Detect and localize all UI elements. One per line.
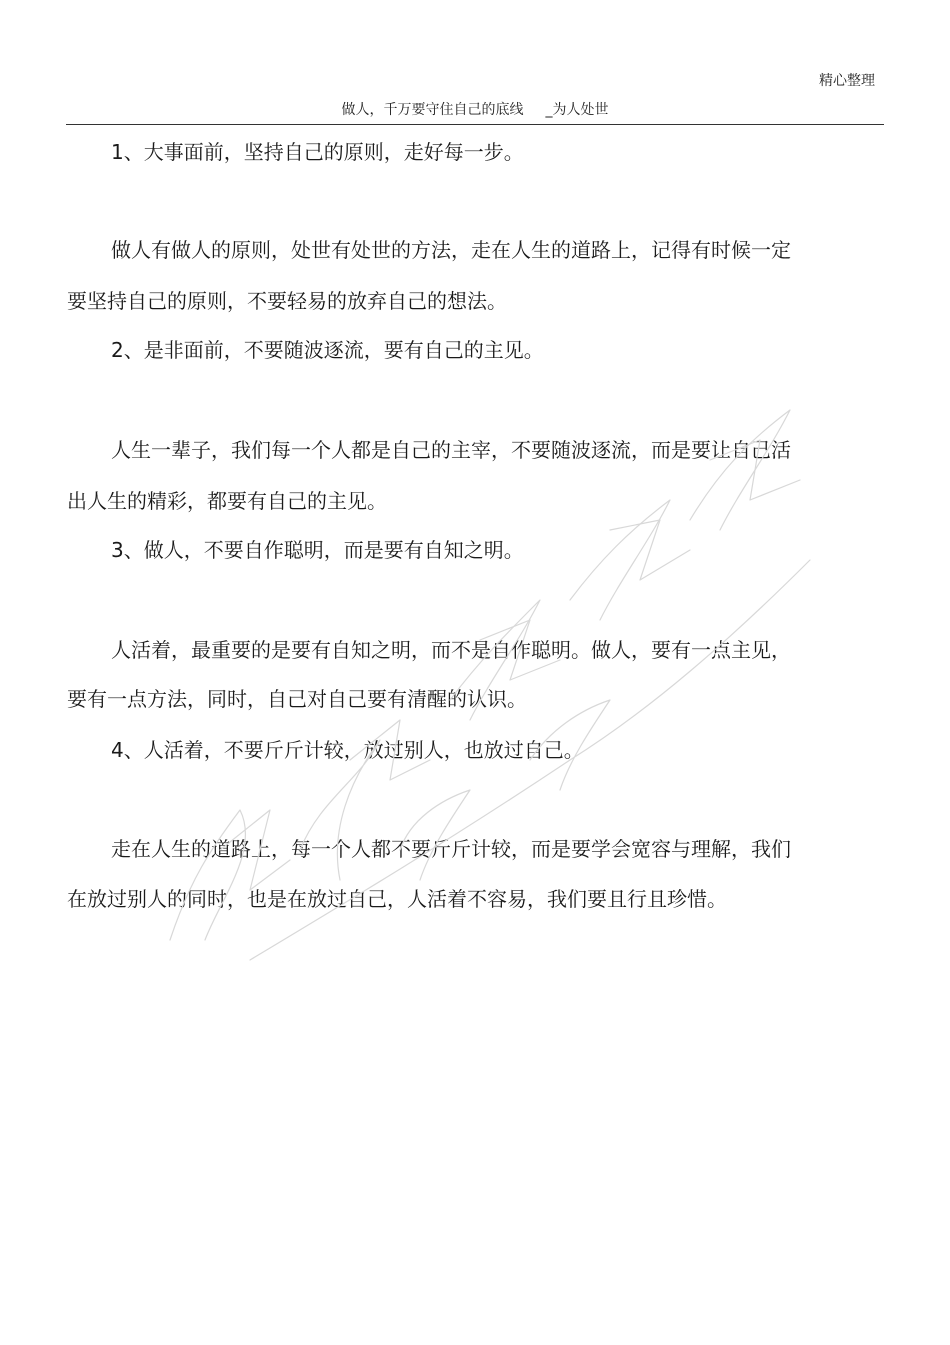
section-heading-2: 2、是非面前，不要随波逐流，要有自己的主见。	[111, 338, 544, 362]
section-paragraph-4-line-2: 在放过别人的同时，也是在放过自己，人活着不容易，我们要且行且珍惜。	[67, 887, 727, 911]
header-title-main: 做人，千万要守住自己的底线	[341, 102, 524, 118]
section-heading-1: 1、大事面前，坚持自己的原则，走好每一步。	[111, 140, 524, 164]
header-title	[0, 99, 950, 119]
section-paragraph-1-line-2: 要坚持自己的原则，不要轻易的放弃自己的想法。	[67, 289, 507, 313]
header-title-category: _为人处世	[545, 102, 609, 118]
section-paragraph-1-line-1: 做人有做人的原则，处世有处世的方法，走在人生的道路上，记得有时候一定	[111, 238, 791, 262]
section-paragraph-2-line-1: 人生一辈子，我们每一个人都是自己的主宰，不要随波逐流，而是要让自己活	[111, 438, 791, 462]
section-paragraph-3-line-2: 要有一点方法，同时，自己对自己要有清醒的认识。	[67, 687, 527, 711]
section-paragraph-4-line-1: 走在人生的道路上，每一个人都不要斤斤计较，而是要学会宽容与理解，我们	[111, 837, 791, 861]
header-divider	[66, 124, 884, 125]
section-heading-3: 3、做人，不要自作聪明，而是要有自知之明。	[111, 538, 524, 562]
corner-note: 精心整理	[819, 73, 875, 89]
section-paragraph-2-line-2: 出人生的精彩，都要有自己的主见。	[67, 489, 387, 513]
section-paragraph-3-line-1: 人活着，最重要的是要有自知之明，而不是自作聪明。做人，要有一点主见，	[111, 638, 791, 662]
section-heading-4: 4、人活着，不要斤斤计较，放过别人，也放过自己。	[111, 738, 584, 762]
